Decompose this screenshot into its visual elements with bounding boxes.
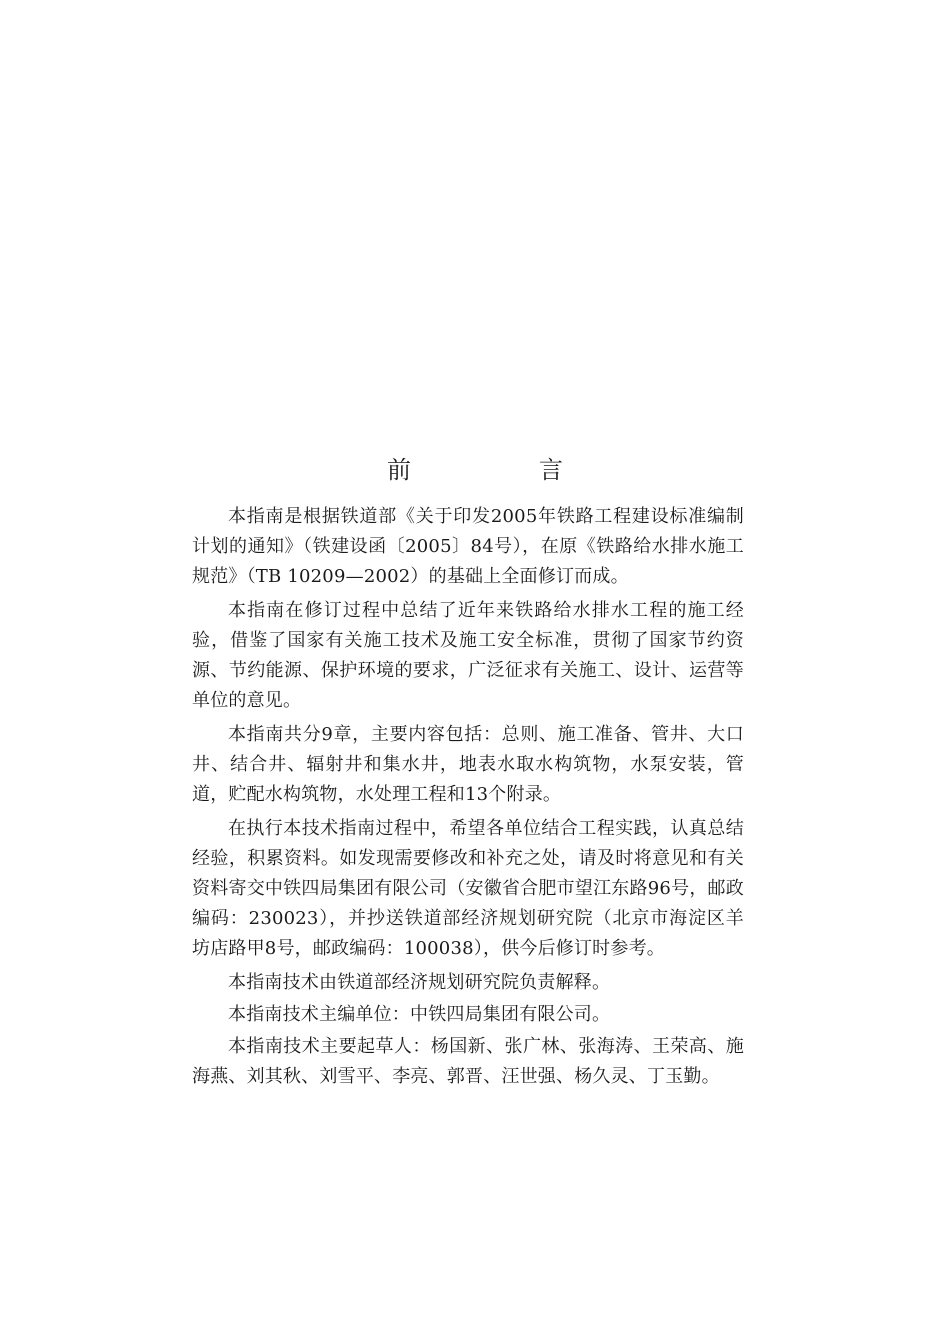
paragraph-revision-process: 本指南在修订过程中总结了近年来铁路给水排水工程的施工经验，借鉴了国家有关施工技术及施工安全标准，贯彻了国家节约资源、节约能源、保护环境的要求，广泛征求有关施工、设计、运营等单位的意见。 — [192, 600, 744, 711]
paragraph-chief-editor-unit: 本指南技术主编单位：中铁四局集团有限公司。 — [228, 1004, 611, 1025]
paragraph-compilation-basis: 本指南是根据铁道部《关于印发2005年铁路工程建设标准编制计划的通知》（铁建设函〔2005〕84号），在原《铁路给水排水施工规范》（TB 10209—2002）的基础上全面修订而成。 — [192, 506, 744, 587]
paragraph-drafters: 本指南技术主要起草人：杨国新、张广林、张海涛、王荣高、施海燕、刘其秋、刘雪平、李亮、郭晋、汪世强、杨久灵、丁玉勤。 — [192, 1036, 744, 1087]
paragraph-feedback-request: 在执行本技术指南过程中，希望各单位结合工程实践，认真总结经验，积累资料。如发现需要修改和补充之处，请及时将意见和有关资料寄交中铁四局集团有限公司（安徽省合肥市望江东路96号，邮政编码：230023），并抄送铁道部经济规划研究院（北京市海淀区羊坊店路甲8号，邮政编码：100038），供今后修订时参考。 — [192, 818, 744, 959]
paragraph-interpretation: 本指南技术由铁道部经济规划研究院负责解释。 — [228, 972, 611, 993]
page-title: 前 言 — [387, 456, 615, 484]
preface-body — [192, 502, 744, 1096]
paragraph-chapters-content: 本指南共分9章，主要内容包括：总则、施工准备、管井、大口井、结合井、辐射井和集水井，地表水取水构筑物，水泵安装，管道，贮配水构筑物，水处理工程和13个附录。 — [192, 724, 744, 805]
